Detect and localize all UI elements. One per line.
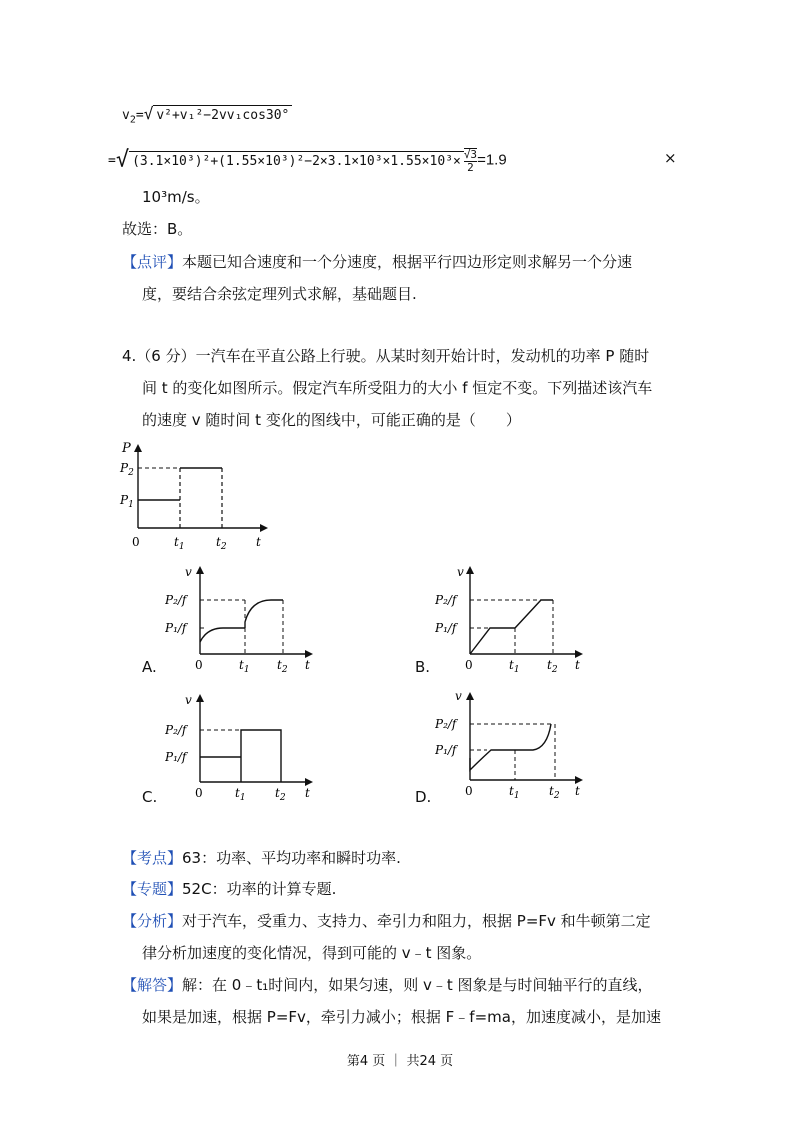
option-a-figure	[165, 562, 315, 672]
p1-label: $P_1$	[120, 493, 134, 510]
option-b-line	[470, 600, 553, 654]
t2-label: $t_2$	[216, 535, 227, 552]
zhuanti-tag: 【专题】	[122, 880, 183, 898]
option-a-p2f-label: P₂/f	[165, 593, 187, 607]
frac-den: 2	[467, 161, 474, 174]
eq1-body: v²+v₁²−2vv₁cos30°	[153, 105, 292, 126]
option-d-label[interactable]: D.	[415, 788, 432, 806]
option-b-t: t	[575, 658, 580, 672]
fenxi-line-2: 律分析加速度的变化情况，得到可能的 v﹣t 图象。	[142, 944, 482, 962]
eq1-lhs-sub: 2	[129, 114, 136, 126]
option-c-label[interactable]: C.	[142, 788, 158, 806]
option-c-upper	[241, 730, 281, 782]
option-b-t1: $t_1$	[509, 658, 520, 672]
option-a-v-label: v	[185, 565, 192, 579]
answer-prev: 故选：B。	[122, 220, 193, 238]
comment-prev-line2: 度，要结合余弦定理列式求解，基础题目.	[142, 285, 417, 303]
eq2-result: =1.9	[477, 151, 507, 169]
frac-num: √3	[463, 148, 478, 161]
option-d-t: t	[575, 784, 580, 798]
question-line-1: 4.（6 分）一汽车在平直公路上行驶。从某时刻开始计时，发动机的功率 P 随时	[122, 347, 650, 365]
option-b-p1f-label: P₁/f	[435, 621, 457, 635]
option-c-p2f-label: P₂/f	[165, 723, 187, 737]
option-d-t2: $t_2$	[549, 784, 560, 798]
option-a-t: t	[305, 658, 310, 672]
eq2-prefix: =	[108, 153, 116, 169]
comment-text-1: 本题已知合速度和一个分速度，根据平行四边形定则求解另一个分速	[182, 253, 633, 271]
option-c-p1f-label: P₁/f	[165, 750, 187, 764]
jieda-text-1: 解：在 0﹣t₁时间内，如果匀速，则 v﹣t 图象是与时间轴平行的直线，	[182, 976, 653, 994]
sqrt-overline-end	[464, 148, 477, 174]
kaodian-text: 63：功率、平均功率和瞬时功率.	[182, 849, 401, 867]
option-b-v-label: v	[457, 565, 464, 579]
times-sign: ×	[664, 149, 677, 167]
origin-label: 0	[132, 535, 140, 549]
option-d-curve	[470, 724, 551, 770]
t-axis-arrow	[260, 524, 268, 532]
option-b-zero: 0	[465, 658, 473, 672]
option-d-t1: $t_1$	[509, 784, 520, 798]
option-d-figure	[435, 688, 585, 798]
option-c-v-label: v	[185, 693, 192, 707]
t1-label: $t_1$	[174, 535, 185, 552]
option-c-figure	[165, 690, 315, 800]
zhuanti-line	[122, 879, 336, 899]
unit-line: 10³m/s。	[142, 188, 210, 206]
equation-line-1: $v_2=√$ v²+v₁²−2vv₁cos30°	[122, 104, 292, 131]
option-c-t: t	[305, 786, 310, 800]
option-b-p2f-label: P₂/f	[435, 593, 457, 607]
eq1-lhs: v	[122, 108, 130, 123]
equation-line-2: =√ (3.1×10³)²+(1.55×10³)²−2×3.1×10³×1.55×10³× $\frac{√3}{2}$ =1.9	[108, 147, 507, 174]
option-b-figure	[435, 562, 585, 672]
option-a-label[interactable]: A.	[142, 658, 157, 676]
jieda-tag: 【解答】	[122, 976, 183, 994]
kaodian-line	[122, 848, 401, 868]
option-c-t1: $t_1$	[235, 786, 246, 800]
option-a-t2: $t_2$	[277, 658, 288, 672]
power-time-figure	[110, 440, 280, 555]
question-line-3: 的速度 v 随时间 t 变化的图线中，可能正确的是（ ）	[142, 411, 521, 429]
kaodian-tag: 【考点】	[122, 849, 183, 867]
p-axis-arrow	[134, 444, 142, 452]
t-axis-label: t	[256, 535, 261, 549]
option-b-label[interactable]: B.	[415, 658, 431, 676]
zhuanti-text: 52C：功率的计算专题.	[182, 880, 337, 898]
question-line-2: 间 t 的变化如图所示。假定汽车所受阻力的大小 f 恒定不变。下列描述该汽车	[142, 379, 653, 397]
fenxi-line-1	[122, 911, 651, 931]
fenxi-tag: 【分析】	[122, 912, 183, 930]
option-d-zero: 0	[465, 784, 473, 798]
option-d-p2f-label: P₂/f	[435, 717, 457, 731]
option-d-p1f-label: P₁/f	[435, 743, 457, 757]
comment-prev-line1	[122, 252, 632, 272]
option-d-v-label: v	[455, 689, 462, 703]
page-footer: 第4 页 ｜ 共24 页	[346, 1054, 454, 1069]
option-c-zero: 0	[195, 786, 203, 800]
option-c-t2: $t_2$	[275, 786, 286, 800]
eq2-body: (3.1×10³)²+(1.55×10³)²−2×3.1×10³×1.55×10³×	[129, 151, 464, 172]
option-a-curve-2	[245, 600, 283, 628]
option-a-p1f-label: P₁/f	[165, 621, 187, 635]
jieda-line-2: 如果是加速，根据 P=Fv，牵引力减小；根据 F﹣f=ma，加速度减小，是加速	[142, 1008, 661, 1026]
option-a-zero: 0	[195, 658, 203, 672]
jieda-line-1	[122, 975, 653, 995]
p-axis-label: P	[122, 441, 131, 456]
option-a-curve-1	[200, 628, 245, 642]
option-a-t1: $t_1$	[239, 658, 250, 672]
comment-tag: 【点评】	[122, 253, 183, 271]
fenxi-text-1: 对于汽车，受重力、支持力、牵引力和阻力，根据 P=Fv 和牛顿第二定	[182, 912, 651, 930]
option-b-t2: $t_2$	[547, 658, 558, 672]
p2-label: $P_2$	[120, 461, 134, 478]
